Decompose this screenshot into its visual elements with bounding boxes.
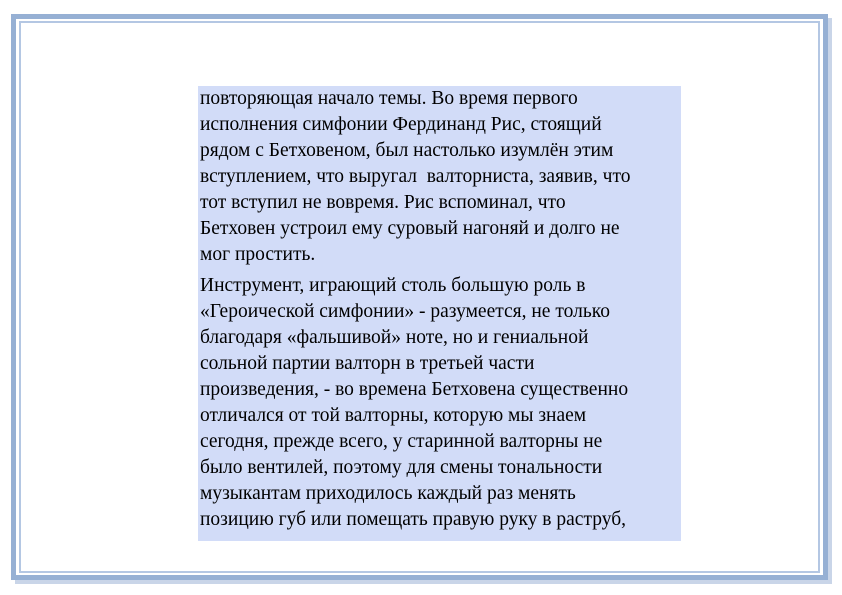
text-line: произведения, - во времена Бетховена существенно <box>200 379 629 400</box>
text-line: сегодня, прежде всего, у старинной валторны не <box>200 431 603 452</box>
text-line: благодаря «фальшивой» ноте, но и гениальной <box>200 327 589 348</box>
text-line: позицию губ или помещать правую руку в раструб, <box>200 509 626 530</box>
text-line: рядом с Бетховеном, был настолько изумлён этим <box>200 140 614 161</box>
text-line: исполнения симфонии Фердинанд Рис, стоящий <box>200 114 602 135</box>
text-line: сольной партии валторн в третьей части <box>200 353 535 374</box>
frame-shadow-bottom <box>15 580 832 584</box>
frame-shadow-right <box>828 18 832 584</box>
text-line: повторяющая начало темы. Во время первого <box>200 88 578 109</box>
text-line: вступлением, что выругал валторниста, заявив, что <box>200 166 631 187</box>
paragraph-1 <box>200 86 681 268</box>
text-line: Инструмент, играющий столь большую роль в <box>200 275 586 296</box>
text-line: мог простить. <box>200 244 316 265</box>
text-block <box>198 86 681 541</box>
text-line: «Героической симфонии» - разумеется, не только <box>200 301 610 322</box>
paragraph-2 <box>200 273 681 533</box>
text-line: тот вступил не вовремя. Рис вспоминал, что <box>200 192 566 213</box>
text-line: музыкантам приходилось каждый раз менять <box>200 483 576 504</box>
text-line: Бетховен устроил ему суровый нагоняй и долго не <box>200 218 620 239</box>
text-line: отличался от той валторны, которую мы знаем <box>200 405 587 426</box>
text-line: было вентилей, поэтому для смены тональности <box>200 457 603 478</box>
